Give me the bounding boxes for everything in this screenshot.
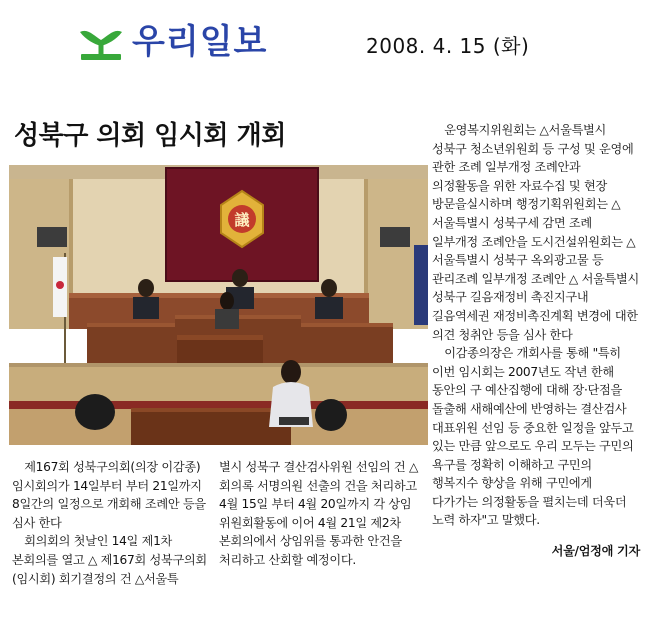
issue-date: 2008. 4. 15 (화)	[366, 34, 530, 58]
council-chamber-photo	[9, 165, 428, 445]
article-paragraph: 제167회 성북구의회(의장 이감종) 임시회의가 14일부터 부터 21일까지 8일간의 일정으로 개회해 조례안 등을 심사 한다	[12, 460, 206, 530]
article-paragraph: 운영복지위원회는 △서울특별시 성북구 청소년위원회 등 구성 및 운영에 관한 조례 일부개정 조례안과 의정활동을 위한 자료수집 및 현장 방문을실시하며 행정기획위원회는 △ 서울특별시 성북구세 감면 조례 일부개정 조례안을 도시건설위원회는 △ 서울특별시 성북구 옥외광고물 등 관리조례 일부개정 조례안 △ 서울특별시 성북구 길음재정비 촉진지구내 길음역세권 재정비촉진계획 변경에 대한 의견 청취안 등을 심사 한다	[432, 123, 639, 342]
logo-icon	[78, 26, 124, 64]
svg-text:議: 議	[234, 211, 250, 229]
newspaper-logo: 우리일보	[132, 22, 268, 62]
article-paragraph: 별시 성북구 결산검사위원 선임의 건 △ 회의록 서명의원 선출의 건을 처리하고 4월 15일 부터 4월 20일까지 각 상임 위원회활동에 이어 4월 21일 제2차 본회의에서 상임위를 통과한 안건을 처리하고 산회할 예정이다.	[219, 460, 419, 567]
headline: 성북구 의회 임시회 개회	[14, 121, 286, 151]
masthead	[0, 0, 650, 70]
article-column-1	[12, 458, 214, 588]
article-paragraph: 이감종의장은 개회사를 통해 "특히 이번 임시회는 2007년도 작년 한해 동안의 구 예산집행에 대해 장·단점을 돌출해 새해예산에 반영하는 결산검사 대표위원 선임 등 중요한 일정을 앞두고 있는 만큼 앞으로도 우리 모두는 구민의 욕구를 정확히 이해하고 구민의 행복지수 향상을 위해 구민에게 다가가는 의정활동을 펼치는데 더욱더 노력 하자"고 말했다.	[432, 346, 634, 528]
article-column-3	[432, 121, 640, 573]
article-column-2	[219, 458, 419, 570]
byline: 서울/엄정애 기자	[551, 544, 640, 559]
article-paragraph: 회의회의 첫날인 14일 제1차 본회의를 열고 △ 제167회 성북구의회(임시회) 회기결정의 건 △서울특	[12, 534, 207, 586]
